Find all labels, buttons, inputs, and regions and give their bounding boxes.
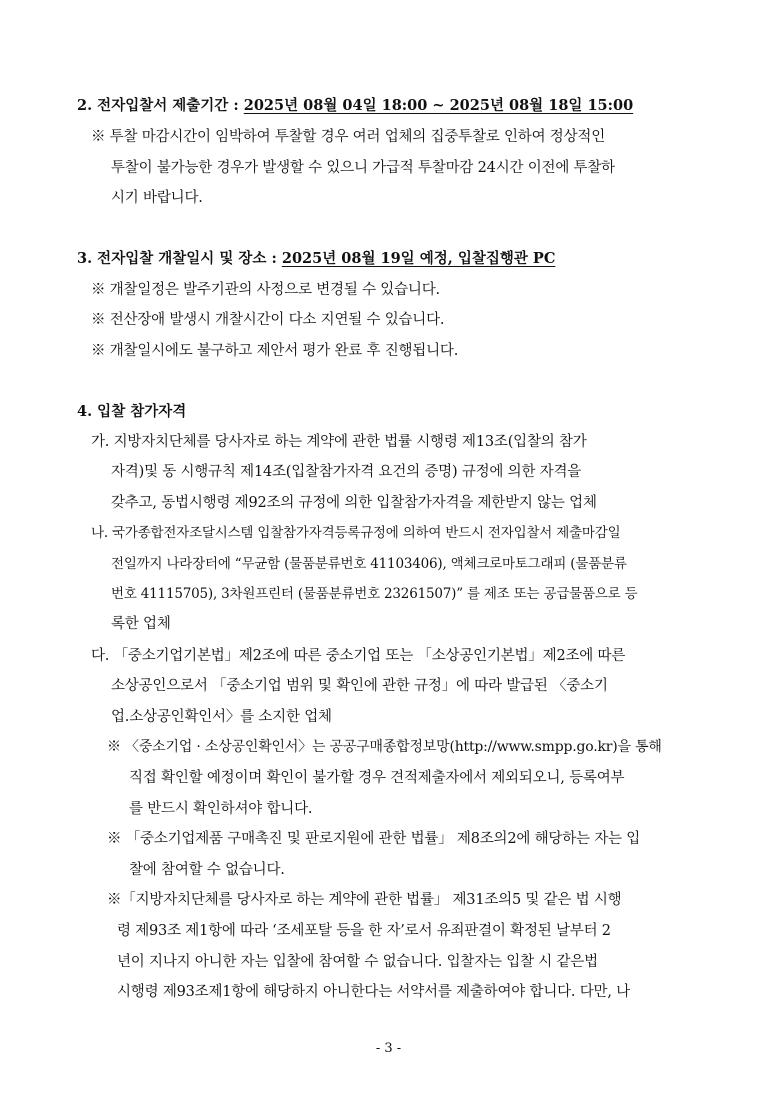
- note-tax-line-1: ※「지방자치단체를 당사자로 하는 계약에 관한 법률」 제31조의5 및 같은 법 시행: [107, 892, 622, 908]
- note-tax-line-4: 시행령 제93조제1항에 해당하지 아니한다는 서약서를 제출하여야 합니다. 다만, 나: [117, 984, 630, 1000]
- item-na-line-2: 전일까지 나라장터에 “무균함 (물품분류번호 41103406), 액체크로마토그래피 (물품분류: [111, 556, 627, 572]
- item-ga-line-3: 갖추고, 동법시행령 제92조의 규정에 의한 입찰참가자격을 제한받지 않는 업체: [111, 495, 597, 511]
- section-2-note-line-1: ※ 투찰 마감시간이 임박하여 투찰할 경우 여러 업체의 집중투찰로 인하여 정상적인: [91, 129, 606, 145]
- section-3-title: 3. 전자입찰 개찰일시 및 장소 :: [77, 250, 282, 267]
- section-4-heading: 4. 입찰 참가자격: [77, 403, 187, 420]
- section-3-note-3: ※ 개찰일시에도 불구하고 제안서 평가 완료 후 진행됩니다.: [91, 343, 459, 359]
- note-procurement-line-1: ※ 「중소기업제품 구매촉진 및 판로지원에 관한 법률」 제8조의2에 해당하는 자는 입: [107, 831, 641, 847]
- note-sme-line-3: 를 반드시 확인하셔야 합니다.: [129, 801, 313, 817]
- section-2-note-line-2: 투찰이 불가능한 경우가 발생할 수 있으니 가급적 투찰마감 24시간 이전에 투찰하: [111, 160, 615, 176]
- item-da-line-1: 다. 「중소기업기본법」제2조에 따른 중소기업 또는 「소상공인기본법」제2조에 따른: [91, 648, 626, 664]
- section-2-note-line-3: 시기 바랍니다.: [111, 190, 203, 206]
- note-sme-line-2: 직접 확인할 예정이며 확인이 불가할 경우 견적제출자에서 제외되오니, 등록여부: [129, 770, 625, 786]
- note-procurement-line-2: 찰에 참여할 수 없습니다.: [129, 862, 285, 878]
- item-ga-line-2: 자격)및 동 시행규칙 제14조(입찰참가자격 요건의 증명) 규정에 의한 자격을: [111, 464, 582, 480]
- item-ga-line-1: 가. 지방자치단체를 당사자로 하는 계약에 관한 법률 시행령 제13조(입찰의 참가: [91, 434, 587, 450]
- note-tax-line-3: 년이 지나지 아니한 자는 입찰에 참여할 수 없습니다. 입찰자는 입찰 시 같은법: [117, 954, 598, 970]
- note-sme-line-1: ※ 〈중소기업 · 소상공인확인서〉는 공공구매종합정보망(http://www.smpp.go.kr)을 통해: [107, 739, 662, 755]
- item-na-line-1: 나. 국가종합전자조달시스템 입찰참가자격등록규정에 의하여 반드시 전자입찰서 제출마감일: [91, 525, 621, 541]
- item-na-line-3: 번호 41115705), 3차원프린터 (물품분류번호 23261507)” 를 제조 또는 공급물품으로 등: [111, 586, 638, 602]
- section-2-heading: [77, 96, 633, 116]
- section-3-note-1: ※ 개찰일정은 발주기관의 사정으로 변경될 수 있습니다.: [91, 282, 440, 298]
- page-number: - 3 -: [375, 1041, 402, 1056]
- note-tax-line-2: 령 제93조 제1항에 따라 ‘조세포탈 등을 한 자’로서 유죄판결이 확정된 날부터 2: [117, 923, 611, 939]
- section-3-note-2: ※ 전산장애 발생시 개찰시간이 다소 지연될 수 있습니다.: [91, 312, 445, 328]
- opening-schedule: 2025년 08월 19일 예정, 입찰집행관 PC: [281, 250, 556, 267]
- section-2-title: 2. 전자입찰서 제출기간 :: [77, 97, 244, 114]
- item-da-line-3: 업.소상공인확인서〉를 소지한 업체: [111, 709, 332, 725]
- submission-period: 2025년 08월 04일 18:00 ~ 2025년 08월 18일 15:00: [243, 97, 634, 114]
- section-3-heading: [77, 249, 555, 269]
- item-da-line-2: 소상공인으로서 「중소기업 범위 및 확인에 관한 규정」에 따라 발급된 〈중소기: [111, 678, 608, 694]
- item-na-line-4: 록한 업체: [111, 616, 171, 632]
